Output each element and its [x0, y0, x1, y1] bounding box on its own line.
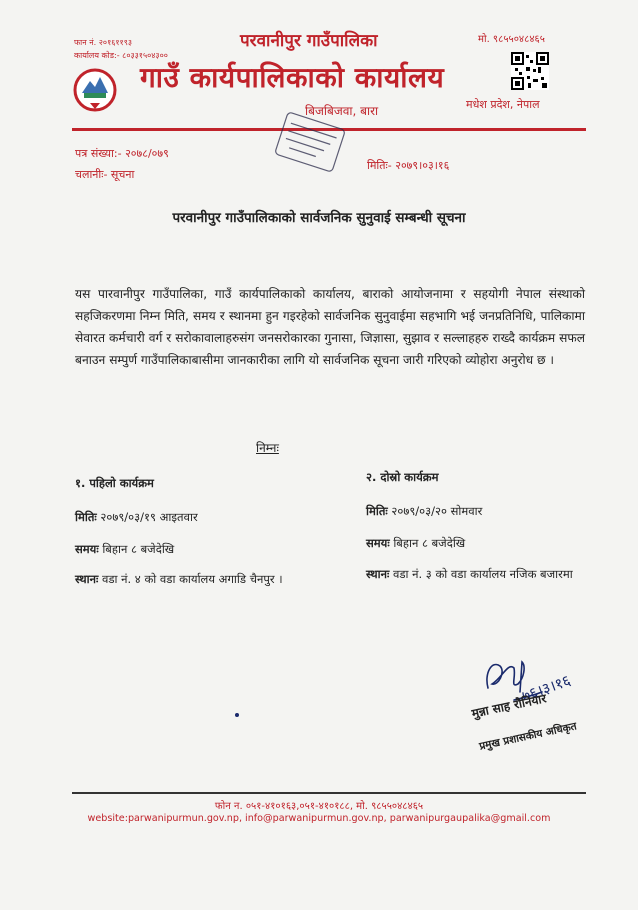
signatory-post: प्रमुख प्रशासकीय अधिकृत	[478, 720, 578, 753]
following-heading: निम्नः	[256, 441, 279, 455]
header-mobile: मो. ९८५५०४८४६५	[478, 34, 545, 45]
notice-subject: परवानीपुर गाउँपालिकाको सार्वजनिक सुनुवाई सम्बन्धी सूचना	[172, 210, 466, 226]
event-1-place: स्थानः वडा नं. ४ को वडा कार्यालय अगाडि चैनपुर ।	[75, 572, 283, 586]
reference-number: पत्र संख्या:- २०७८/०७९	[75, 147, 169, 160]
footer-phone: फोन न. ०५१-४१०१६३,०५१-४१०१८८, मो. ९८५५०४८४६५	[214, 801, 424, 812]
event-2-date: मितिः २०७९/०३/२० सोमवार	[366, 504, 483, 518]
qr-code-icon	[511, 52, 549, 90]
office-name: परवानीपुर गाउँपालिका	[240, 31, 378, 51]
dispatch-number: चलानीः- सूचना	[75, 168, 135, 181]
event-1-title: १. पहिलो कार्यक्रम	[75, 476, 154, 490]
office-address: बिजबिजवा, बारा	[305, 104, 379, 118]
event-2-title: २. दोस्रो कार्यक्रम	[366, 470, 439, 484]
ink-dot	[235, 713, 239, 717]
event-1-time: समयः बिहान ८ बजेदेखि	[75, 542, 175, 556]
event-1-date: मितिः २०७९/०३/१९ आइतवार	[75, 510, 198, 524]
svg-text:७६।३।१६: ७६।३।१६	[519, 671, 573, 706]
notice-body: यस पारवानीपुर गाउँपालिका, गाउँ कार्यपालिकाको कार्यालय, बाराको आयोजनामा र सहयोगी नेपाल संस्थाको सहजिकरणमा निम्न मिति, समय र स्थानमा हुन गइरहेको सार्वजनिक सुनुवाईमा सहभागि भई जनप्रतिनिधि, पालिकामा सेवारत कर्मचारी वर्ग र सरोकावालाहरुसंग जनसरोकारका गुनासा, जिज्ञासा, सुझाव र सल्लाहहरु राख्दै कार्यक्रम सफल बनाउन सम्पुर्ण गाउँपालिकाबासीमा जानकारीका लागि यो सार्वजनिक सूचना जारी गरिएको व्योहोरा अनुरोध छ ।	[75, 287, 585, 367]
signatory-name: मुन्ना साह रौनियार	[470, 691, 548, 721]
footer-website: website:parwanipurmun.gov.np, info@parwanipurmun.gov.np, parwanipurgaupalika@gmail.com	[87, 813, 551, 824]
office-title: गाउँ कार्यपालिकाको कार्यालय	[140, 61, 445, 94]
office-stamp	[270, 112, 350, 172]
letter-date: मितिः- २०७९।०३।१६	[367, 159, 450, 172]
event-2-place: स्थानः वडा नं. ३ को वडा कार्यालय नजिक बजारमा	[366, 567, 573, 581]
event-2-time: समयः बिहान ८ बजेदेखि	[366, 536, 466, 550]
nepal-emblem-icon	[70, 63, 120, 113]
footer-divider	[72, 792, 586, 794]
header-province: मधेश प्रदेश, नेपाल	[466, 98, 540, 111]
header-phone-left: फान नं. २०१६११९३	[74, 38, 133, 47]
header-office-code: कार्यालय कोड:- ८०३३१५०४३००	[74, 51, 168, 60]
